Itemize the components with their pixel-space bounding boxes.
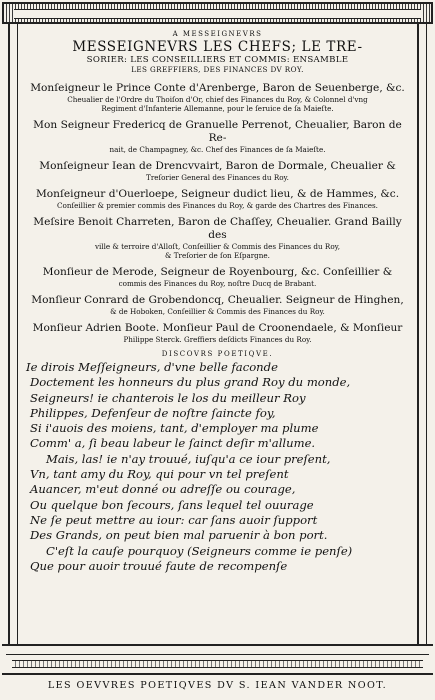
- addressee-name: Monſieur Conrard de Grobendoncq, Cheualier. Seigneur de Hinghen,: [31, 294, 404, 306]
- frame-base-rule: [2, 673, 433, 675]
- frame-base-band: [12, 660, 423, 668]
- addressee-entry: [26, 160, 409, 182]
- page-footer: LES OEVVRES POETIQVES DV S. IEAN VANDER NOOT.: [47, 680, 388, 691]
- page-content: [26, 28, 409, 574]
- addressee-name: Monſieur de Merode, Seigneur de Royenbourg, &c. Conſeillier &: [42, 266, 393, 278]
- poem: [26, 360, 409, 574]
- poem-line: Ou quelque bon ſecours, ſans lequel tel ouurage: [30, 497, 314, 512]
- addressee-name: Monſeigneur d'Ouerloepe, Seigneur dudict lieu, & de Hammes, &c.: [35, 188, 400, 200]
- addressee-title: Conſeillier & premier commis des Finances du Roy, & garde des Chartres des Finances.: [57, 201, 378, 210]
- addressee-entry: [26, 188, 409, 210]
- poem-line: Que pour auoir trouué faute de recompenſe: [30, 558, 288, 573]
- addressee-name: Meſsire Benoit Charreten, Baron de Chaſſey, Cheualier. Grand Bailly des: [33, 216, 402, 241]
- addressee-title: Cheualier de l'Ordre du Thoiſon d'Or, chief des Finances du Roy, & Colonnel d'vng: [67, 95, 368, 104]
- addressee-title-cont: & Treſorier de ſon Eſpargne.: [165, 251, 270, 260]
- addressee-title-cont: Regiment d'Infanterie Allemanne, pour le ſeruice de ſa Maieſte.: [101, 104, 334, 113]
- poem-line: C'eſt la cauſe pourquoy (Seigneurs comme ie penſe): [46, 543, 353, 558]
- poem-line: Comm' a, ſi beau labeur le ſainct deſir m'allume.: [30, 436, 316, 451]
- dedication-line-3: SORIER: LES CONSEILLIERS ET COMMIS: ENSAMBLE: [86, 55, 349, 65]
- addressee-title: Philippe Sterck. Greffiers deſdicts Finances du Roy.: [123, 335, 312, 344]
- frame-right-pillar: [417, 24, 427, 644]
- addressee-title: commis des Finances du Roy, noſtre Ducq de Brabant.: [118, 279, 317, 288]
- frame-top-border: [2, 2, 433, 24]
- poem-line: Ne ſe peut mettre au iour: car ſans auoir ſupport: [30, 512, 318, 527]
- addressee-entry: [26, 294, 409, 316]
- dedication-line-4: LES GREFFIERS, DES FINANCES DV ROY.: [131, 65, 304, 74]
- frame-base-molding: [6, 649, 429, 655]
- frame-left-pillar: [8, 24, 18, 644]
- poem-line: Ie dirois Meſſeigneurs, d'vne belle faconde: [26, 360, 278, 374]
- section-title: DISCOVRS POETIQVE.: [161, 350, 274, 358]
- dedication-line-2: MESSEIGNEVRS LES CHEFS; LE TRE-: [72, 39, 363, 55]
- addressee-title: nait, de Champagney, &c. Chef des Finances de ſa Maieſte.: [109, 145, 326, 154]
- poem-line: Doctement les honneurs du plus grand Roy du monde,: [30, 375, 351, 390]
- addressee-entry: [26, 266, 409, 288]
- dedication-header: [26, 30, 409, 74]
- addressee-name: Monſeigneur le Prince Conte d'Arenberge, Baron de Seuenberge, &c.: [30, 82, 405, 94]
- addressee-entry: [26, 82, 409, 113]
- addressee-title: & de Hoboken, Conſeillier & Commis des Finances du Roy.: [110, 307, 325, 316]
- dedication-line-1: A MESSEIGNEVRS: [172, 30, 263, 38]
- addressee-name: Mon Seigneur Fredericq de Granuelle Perrenot, Cheualier, Baron de Re-: [33, 119, 402, 144]
- addressee-name: Monſieur Adrien Boote. Monſieur Paul de Croonendaele, & Monſieur: [32, 322, 403, 334]
- poem-line: Vn, tant amy du Roy, qui pour vn tel preſent: [30, 467, 289, 482]
- poem-line: Seigneurs! ie chanterois le los du meilleur Roy: [30, 390, 306, 405]
- poem-line: Philippes, Defenſeur de noſtre ſaincte foy,: [30, 405, 276, 420]
- addressee-entry: [26, 216, 409, 260]
- poem-line: Des Grands, on peut bien mal paruenir à bon port.: [30, 528, 328, 543]
- addressee-title: ville & terroire d'Alloſt, Conſeillier & Commis des Finances du Roy,: [94, 242, 341, 251]
- frame-top-band: [14, 9, 421, 19]
- addressee-title: Treſorier General des Finances du Roy.: [146, 173, 289, 182]
- addressee-name: Monſeigneur Iean de Drencvvairt, Baron de Dormale, Cheualier &: [39, 160, 396, 172]
- addressee-list: [26, 82, 409, 344]
- addressee-entry: [26, 322, 409, 344]
- frame-base: [2, 644, 433, 678]
- addressee-entry: [26, 119, 409, 154]
- poem-line: Auancer, m'eut donné ou adreſſe ou courage,: [30, 482, 296, 497]
- poem-line: Si i'auois des moiens, tant, d'employer ma plume: [30, 421, 319, 436]
- poem-line: Mais, las! ie n'ay trouué, iuſqu'a ce iour preſent,: [46, 451, 331, 466]
